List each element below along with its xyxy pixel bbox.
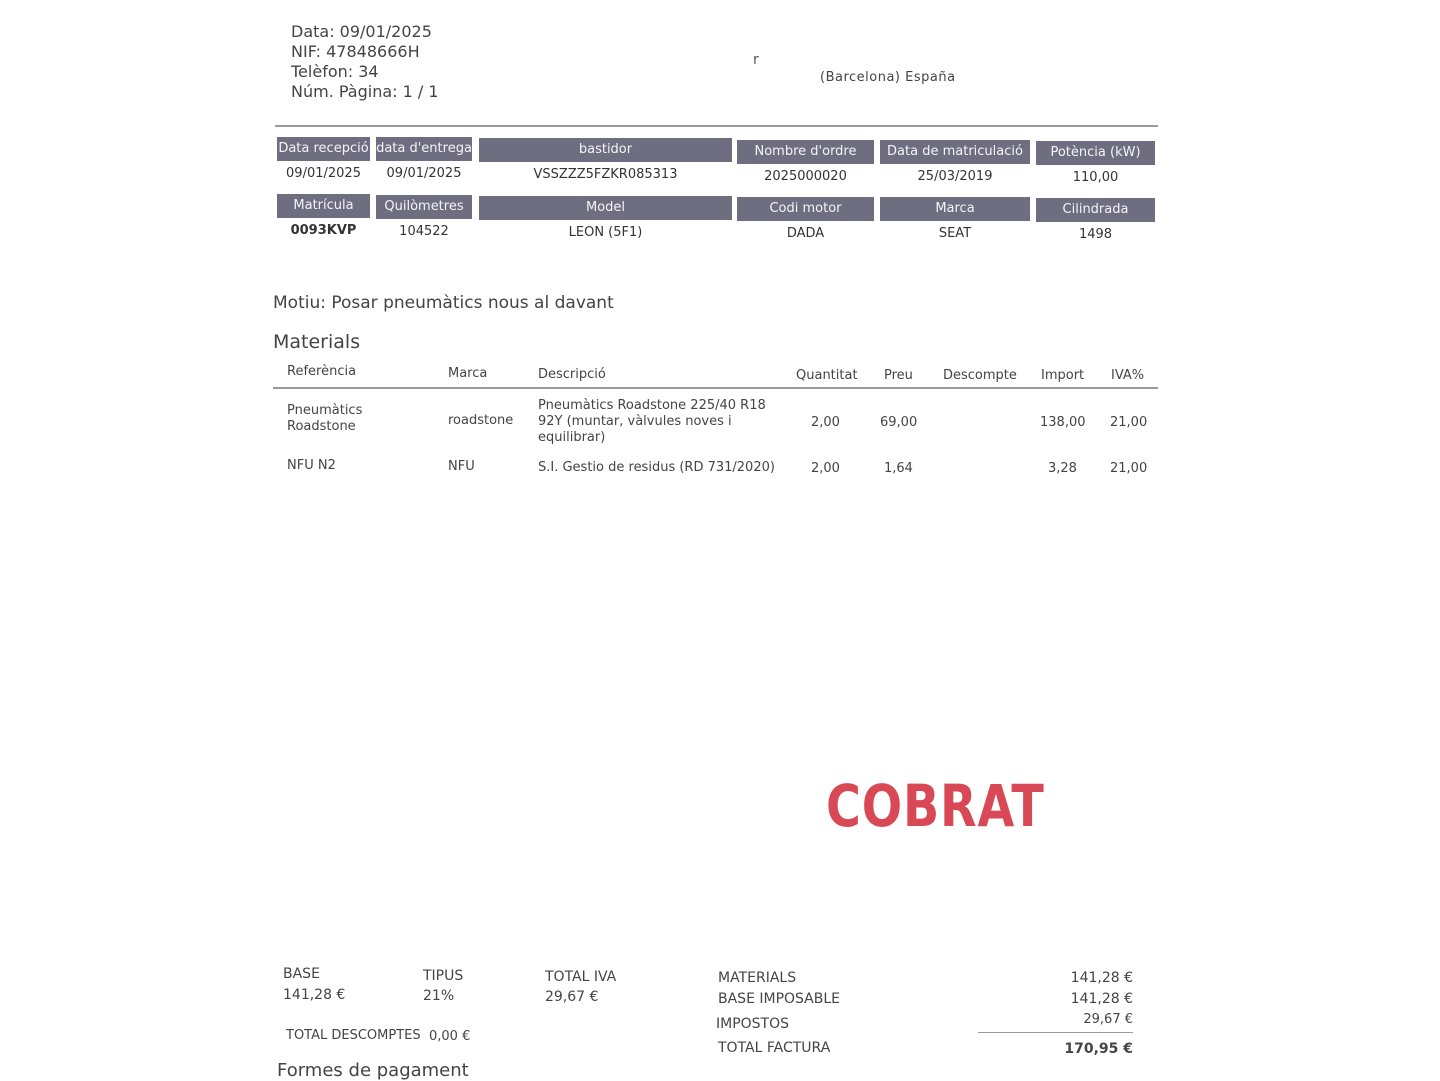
row2-iva: 21,00 [1110,461,1148,476]
vehicle-head: Quilòmetres [376,195,472,219]
row2-preu: 1,64 [884,461,913,476]
vehicle-head: Data recepció [277,137,370,161]
taxes-value: 29,67 € [1083,1012,1133,1027]
vehicle-value: 110,00 [1072,170,1119,185]
invoice-nif: NIF: 47848666H [291,42,420,61]
vehicle-cell-reception-date [277,137,370,181]
row1-iva: 21,00 [1110,415,1148,430]
col-header-marca: Marca [448,366,488,381]
row1-quantitat: 2,00 [811,415,840,430]
vehicle-value: 09/01/2025 [386,166,462,181]
vehicle-head: bastidor [479,138,732,162]
col-header-referencia: Referència [287,364,357,379]
taxes-label: IMPOSTOS [716,1016,790,1032]
vehicle-value: DADA [786,226,825,241]
invoice-total-label: TOTAL FACTURA [718,1040,831,1056]
vehicle-head: Nombre d'ordre [737,140,874,164]
vehicle-cell-vin [479,138,732,182]
row1-import: 138,00 [1040,415,1086,430]
vehicle-cell-plate [277,194,370,238]
vehicle-head: Data de matriculació [880,140,1030,164]
vehicle-cell-brand [880,197,1030,241]
materials-total-label: MATERIALS [718,970,797,986]
base-label: BASE [283,966,320,982]
vehicle-cell-displacement [1036,198,1155,242]
repair-reason: Motiu: Posar pneumàtics nous al davant [273,293,614,313]
vehicle-head: Codi motor [737,197,874,221]
vehicle-cell-model [479,196,732,240]
tipus-value: 21% [423,988,455,1004]
vehicle-value: SEAT [938,226,972,241]
vehicle-cell-order-number [737,140,874,184]
total-iva-label: TOTAL IVA [545,969,617,985]
totals-divider [978,1032,1133,1033]
address-fragment: (Barcelona) España [820,70,956,85]
paid-stamp: COBRAT [826,772,1045,840]
invoice-header [291,22,439,102]
materials-total-value: 141,28 € [1070,970,1133,986]
total-iva-value: 29,67 € [545,989,599,1005]
invoice-page-number: Núm. Pàgina: 1 / 1 [291,82,439,101]
col-header-iva: IVA% [1111,368,1145,383]
col-header-descripcio: Descripció [538,367,606,382]
row2-marca: NFU [448,459,475,474]
payment-methods-title: Formes de pagament [277,1060,469,1081]
col-header-import: Import [1041,368,1085,383]
row1-referencia: Pneumàtics Roadstone [287,403,363,434]
invoice-phone: Telèfon: 34 [291,62,379,81]
row1-marca: roadstone [448,413,514,428]
vehicle-cell-delivery-date [376,137,472,181]
row1-preu: 69,00 [880,415,918,430]
vehicle-value: 0093KVP [290,223,357,238]
vehicle-cell-kilometers [376,195,472,239]
materials-title: Materials [273,331,361,353]
vehicle-head: Marca [880,197,1030,221]
row2-referencia: NFU N2 [287,458,336,473]
address-redacted-mark: r [753,52,759,68]
vehicle-value: 104522 [399,224,449,239]
row2-import: 3,28 [1048,461,1077,476]
invoice-date: Data: 09/01/2025 [291,22,432,41]
vehicle-head: data d'entrega [376,137,472,161]
vehicle-value: LEON (5F1) [568,225,643,240]
vehicle-cell-registration-date [880,140,1030,184]
invoice-total-value: 170,95 € [1064,1041,1133,1057]
vehicle-value: 09/01/2025 [286,166,361,181]
vehicle-head: Model [479,196,732,220]
vehicle-head: Matrícula [277,194,370,218]
row2-quantitat: 2,00 [811,461,840,476]
vehicle-value: 1498 [1078,227,1113,242]
vehicle-cell-power [1036,141,1155,185]
vehicle-value: VSSZZZ5FZKR085313 [533,167,678,182]
base-value: 141,28 € [283,987,346,1003]
taxable-base-label: BASE IMPOSABLE [718,991,841,1007]
header-divider [275,125,1158,127]
col-header-descompte: Descompte [943,368,1017,383]
vehicle-value: 2025000020 [764,169,847,184]
taxable-base-value: 141,28 € [1070,991,1133,1007]
vehicle-value: 25/03/2019 [917,169,993,184]
row1-descripcio: Pneumàtics Roadstone 225/40 R18 92Y (muntar, vàlvules noves i equilibrar) [538,398,766,445]
total-discounts-label: TOTAL DESCOMPTES [286,1028,421,1043]
tipus-label: TIPUS [423,968,464,984]
vehicle-head: Cilindrada [1036,198,1155,222]
vehicle-head: Potència (kW) [1036,141,1155,165]
row2-descripcio: S.I. Gestio de residus (RD 731/2020) [538,460,775,475]
col-header-preu: Preu [884,368,913,383]
col-header-quantitat: Quantitat [796,368,858,383]
materials-header-divider [273,387,1158,389]
vehicle-cell-engine-code [737,197,874,241]
total-discounts-value: 0,00 € [429,1029,471,1044]
